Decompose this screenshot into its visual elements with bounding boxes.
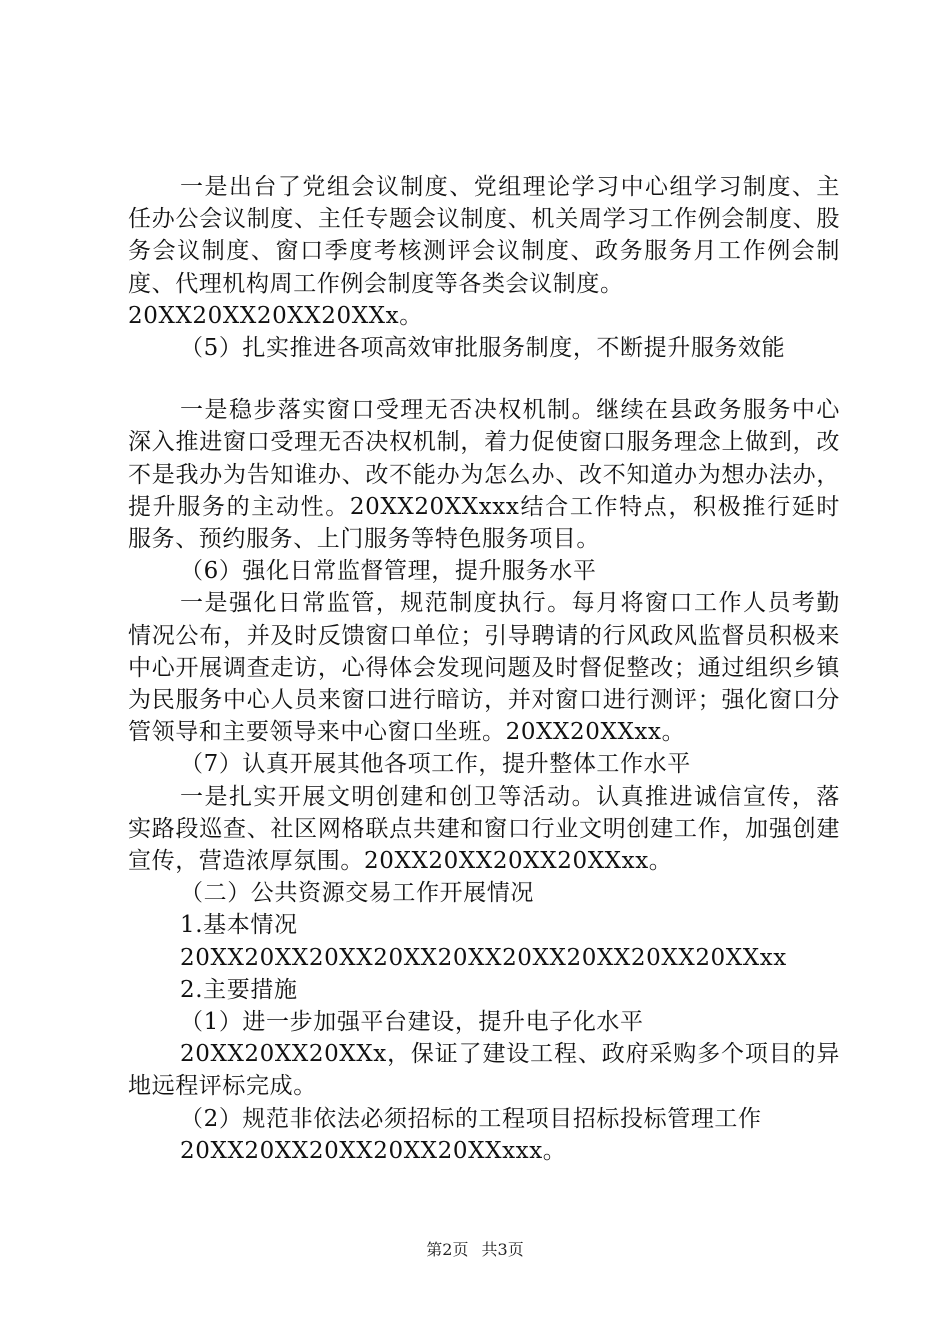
section-heading-6: （6）强化日常监督管理，提升服务水平 [180, 558, 597, 585]
paragraph-daily-supervision: 一是强化日常监管，规范制度执行。每月将窗口工作人员考勤情况公布，并及时反馈窗口单位；引导聘请的行风政风监督员积极来中心开展调查走访，心得体会发现问题及时督促整改；通过组织乡镇为民服务中心人员来窗口进行暗访，并对窗口进行测评；强化窗口分管领导和主要领导来中心窗口坐班。20XX20XXxx。 [128, 590, 840, 746]
subheading-basic-situation: 1.基本情况 [180, 912, 298, 939]
paragraph-window-mechanism: 一是稳步落实窗口受理无否决权机制。继续在县政务服务中心深入推进窗口受理无否决权机制，着力促使窗口服务理念上做到，改不是我办为告知谁办、改不能办为怎么办、改不知道办为想办法办，提升服务的主动性。20XX20XXxxx结合工作特点，积极推行延时服务、预约服务、上门服务等特色服务项目。 [128, 397, 840, 553]
paragraph-spacer [128, 364, 840, 394]
paragraph-civilization-creation: 一是扎实开展文明创建和创卫等活动。认真推进诚信宣传，落实路段巡查、社区网格联点共建和窗口行业文明创建工作，加强创建宣传，营造浓厚氛围。20XX20XX20XX20XXxx。 [128, 783, 840, 875]
page-footer [0, 1240, 950, 1260]
measure-heading-1: （1）进一步加强平台建设，提升电子化水平 [180, 1009, 644, 1036]
subheading-main-measures: 2.主要措施 [180, 976, 298, 1003]
paragraph-placeholder-code: 20XX20XX20XX20XXx。 [128, 302, 423, 329]
measure-heading-2: （2）规范非依法必须招标的工程项目招标投标管理工作 [180, 1105, 762, 1132]
paragraph-remote-bid-evaluation: 20XX20XX20XXx，保证了建设工程、政府采购多个项目的异地远程评标完成。 [128, 1041, 840, 1100]
document-body [128, 171, 840, 1167]
page-total: 共3页 [481, 1240, 524, 1259]
paragraph-basic-situation-code: 20XX20XX20XX20XX20XX20XX20XX20XX20XXxx [180, 944, 787, 971]
page-number: 第2页 [426, 1240, 469, 1259]
section-heading-7: （7）认真开展其他各项工作，提升整体工作水平 [180, 751, 691, 778]
paragraph-bidding-management-code: 20XX20XX20XX20XX20XXxxx。 [180, 1137, 567, 1164]
paragraph-meeting-systems: 一是出台了党组会议制度、党组理论学习中心组学习制度、主任办公会议制度、主任专题会议制度、机关周学习工作例会制度、股务会议制度、窗口季度考核测评会议制度、政务服务月工作例会制度、代理机构周工作例会制度等各类会议制度。 [128, 174, 840, 297]
section-heading-5: （5）扎实推进各项高效审批服务制度，不断提升服务效能 [180, 335, 786, 362]
section-heading-public-resources: （二）公共资源交易工作开展情况 [180, 880, 534, 907]
